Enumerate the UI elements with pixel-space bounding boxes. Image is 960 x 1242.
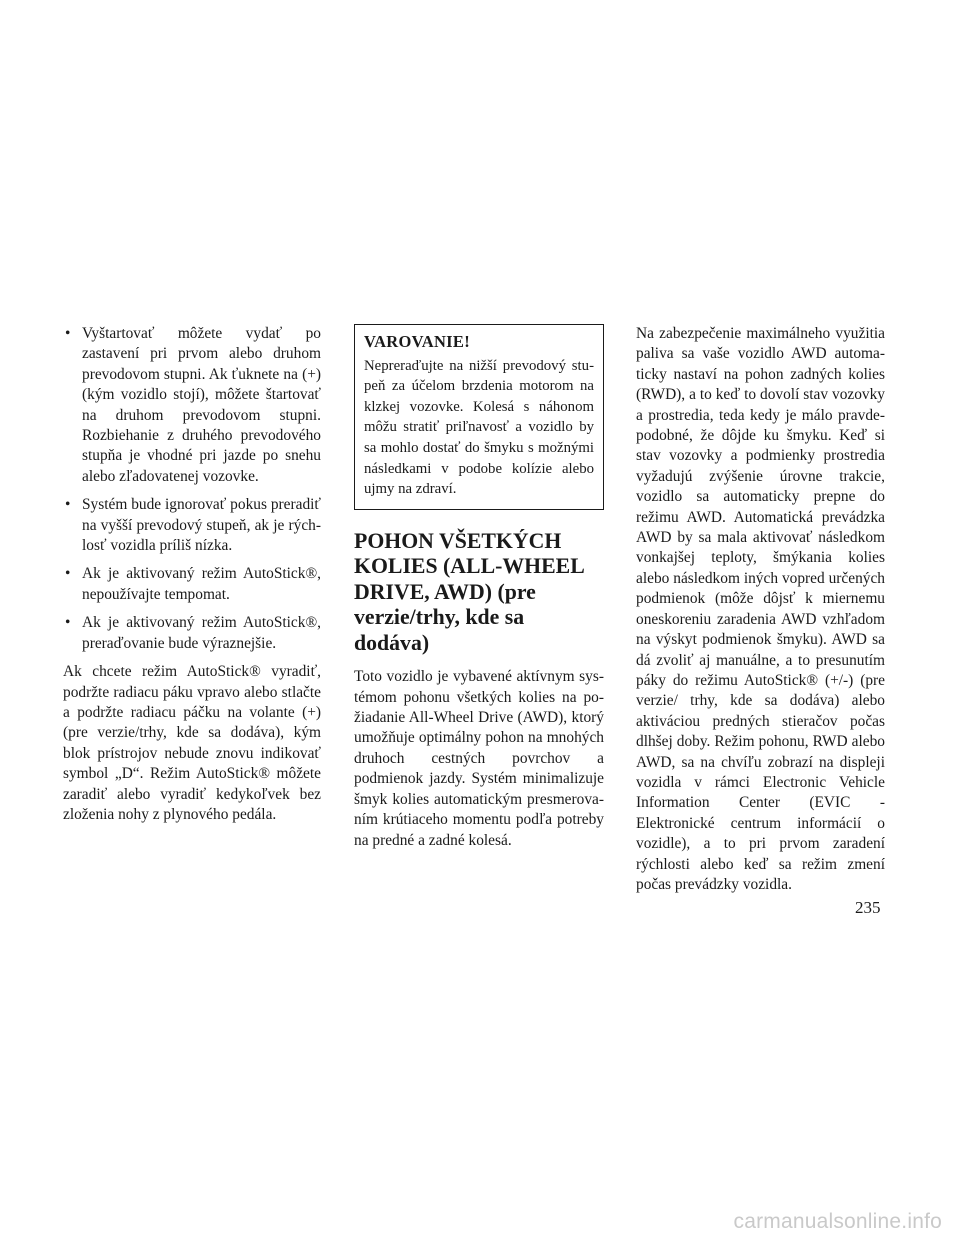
right-column	[636, 324, 885, 895]
bullet-text: Ak je aktivovaný režim AutoStick®, preraďovanie bude výraznejšie.	[82, 614, 321, 652]
awd-details-paragraph: Na zabezpečenie maximálneho využitia paliva sa vaše vozidlo AWD automaticky nastaví na pohon zadných kolies (RWD), a to keď to dovolí stav vozovky a prostredia, teda kedy je málo pravdepodobné, že dôjde ku šmyku. Keď si stav vozovky a podmienky prostredia vyžadujú zvýšenie úrovne trakcie, vozidlo sa automaticky prepne do režimu AWD. Automatická prevádzka AWD by sa mala aktivovať následkom vonkajšej teploty, šmýkania kolies alebo následkom iných vopred určených podmienok (môže dôjsť k miernemu oneskoreniu zaradenia AWD vzhľadom na výskyt podmienok šmyku). AWD sa dá zvoliť aj manuálne, a to presunutím páky do režimu AutoStick® (+/-) (pre verzie/ trhy, kde sa dodáva) alebo aktiváciou predných stieračov počas dlhšej doby. Režim pohonu, RWD alebo AWD, sa na chvíľu zobrazí na displeji vozidla v rámci Electronic Vehicle Information Center (EVIC - Elektronické centrum informácií o vozidle), a to pri prvom zaradení rýchlosti alebo keď sa režim zmení počas prevádzky vozidla.	[636, 325, 885, 893]
warning-box	[354, 324, 604, 510]
page-number: 235	[855, 898, 881, 917]
bullet-item	[63, 324, 321, 487]
bullet-dot: •	[65, 614, 71, 632]
bullet-text: Systém bude ignorovať pokus preradiť na vyšší prevodový stupeň, ak je rýchlosť vozidla príliš nízka.	[82, 496, 321, 555]
middle-column	[354, 324, 604, 851]
bullet-dot: •	[65, 496, 71, 514]
left-column	[63, 324, 321, 825]
bullet-dot: •	[65, 565, 71, 583]
awd-intro-paragraph: Toto vozidlo je vybavené aktívnym systémom pohonu všetkých kolies na požiadanie All-Wheel Drive (AWD), ktorý umožňuje optimálny pohon na mnohých druhoch cestných povrchov a podmienok jazdy. Systém minimalizuje šmyk kolies automatickým presmerovaním krútiaceho momentu podľa potreby na predné a zadné kolesá.	[354, 668, 604, 849]
bullet-item	[63, 495, 321, 556]
bullet-text: Vyštartovať môžete vydať po zastavení pri prvom alebo druhom prevodovom stupni. Ak ťuknete na (+) (kým vozidlo stojí), môžete štartovať na druhom prevodovom stupni. Rozbiehanie z druhého prevodového stupňa je vhodné pri jazde po snehu alebo zľadovatenej vozovke.	[82, 325, 321, 485]
bullet-text: Ak je aktivovaný režim AutoStick®, nepoužívajte tempomat.	[82, 565, 321, 603]
bullet-dot: •	[65, 325, 71, 342]
bullet-item	[63, 613, 321, 654]
autostick-paragraph: Ak chcete režim AutoStick® vyradiť, podržte radiacu páku vpravo alebo stlačte a podržte radiacu páčku na volante (+) (pre verzie/trhy, kde sa dodáva), kým blok prístrojov nebude znovu indikovať symbol „D“. Režim AutoStick® môžete zaradiť alebo vyradiť kedykoľvek bez zloženia nohy z plynového pedála.	[63, 663, 321, 823]
warning-title: VAROVANIE!	[364, 332, 470, 351]
section-heading: POHON VŠETKÝCH KOLIES (ALL-WHEEL DRIVE, AWD) (pre verzie/trhy, kde sa dodáva)	[354, 528, 584, 655]
watermark: carmanualsonline.info	[733, 1210, 942, 1233]
warning-text: Nepreraďujte na nižší prevodový stupeň za účelom brzdenia motorom na klzkej vozovke. Kolesá s náhonom môžu stratiť priľnavosť a vozidlo by sa mohlo dostať do šmyku s možnými následkami v podobe kolízie alebo ujmy na zdraví.	[364, 357, 594, 498]
bullet-list	[63, 324, 321, 654]
bullet-item	[63, 564, 321, 605]
